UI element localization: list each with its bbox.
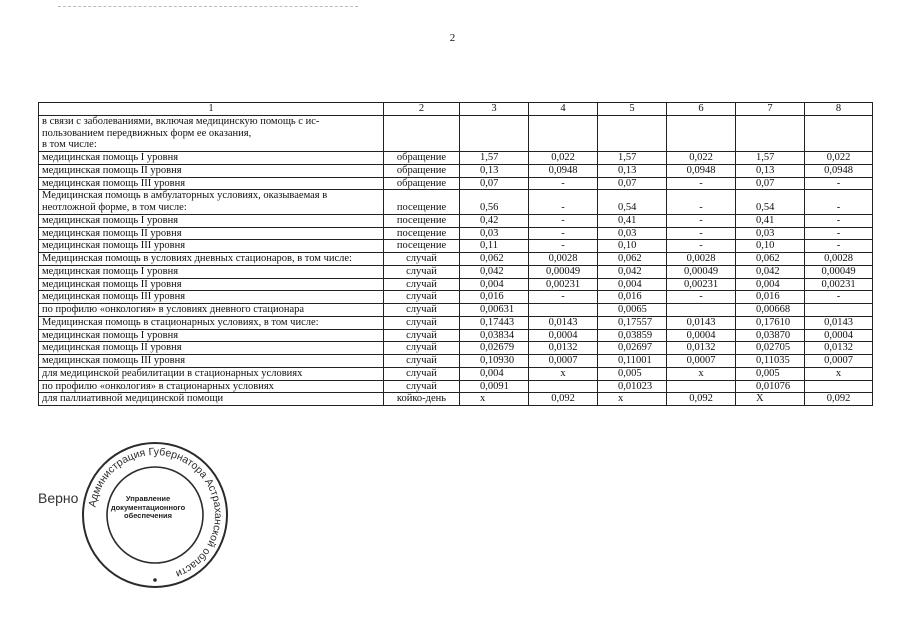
value-cell-c8: x	[805, 367, 873, 380]
stamp-center-line-1: Управление	[125, 494, 171, 503]
row-label-cell: медицинская помощь I уровня	[39, 329, 384, 342]
value-cell-c7: 0,07	[736, 177, 805, 190]
value-cell-c4: -	[529, 227, 598, 240]
header-cell-1: 1	[39, 103, 384, 116]
table-row	[39, 329, 873, 342]
value-cell-c8: -	[805, 214, 873, 227]
value-cell-c5: 0,004	[598, 278, 667, 291]
value-cell-c6: -	[667, 190, 736, 215]
value-cell-c3: x	[460, 393, 529, 406]
header-cell-3: 3	[460, 103, 529, 116]
row-label-cell: для паллиативной медицинской помощи	[39, 393, 384, 406]
row-label-cell: по профилю «онкология» в условиях дневного стационара	[39, 304, 384, 317]
value-cell-c6: 0,0132	[667, 342, 736, 355]
value-cell-c4: -	[529, 240, 598, 253]
table-row	[39, 227, 873, 240]
table-row	[39, 393, 873, 406]
value-cell-c6: 0,0143	[667, 316, 736, 329]
header-cell-4: 4	[529, 103, 598, 116]
value-cell-c5: 0,13	[598, 164, 667, 177]
row-label-cell: медицинская помощь I уровня	[39, 214, 384, 227]
value-cell-c3: 1,57	[460, 152, 529, 165]
stamp-center-line-3: обеспечения	[123, 511, 172, 521]
row-label-cell: медицинская помощь I уровня	[39, 152, 384, 165]
value-cell-c7: 0,062	[736, 253, 805, 266]
row-unit-cell: случай	[384, 304, 460, 317]
value-cell-c5: 0,54	[598, 190, 667, 215]
value-cell-c8	[805, 380, 873, 393]
table-row	[39, 265, 873, 278]
value-cell-c8: 0,0948	[805, 164, 873, 177]
value-cell-c3: 0,17443	[460, 316, 529, 329]
value-cell-c5: 0,11001	[598, 355, 667, 368]
value-cell-c5: 0,042	[598, 265, 667, 278]
table-row	[39, 380, 873, 393]
value-cell-c8: 0,0007	[805, 355, 873, 368]
value-cell-c6: 0,0028	[667, 253, 736, 266]
row-unit-cell: случай	[384, 278, 460, 291]
row-unit-cell: случай	[384, 355, 460, 368]
stamp-ring-text: Администрация Губернатора Астраханской области	[86, 445, 225, 580]
value-cell-c3	[460, 115, 529, 151]
value-cell-c7: 0,004	[736, 278, 805, 291]
value-cell-c4: 0,092	[529, 393, 598, 406]
value-cell-c3: 0,062	[460, 253, 529, 266]
value-cell-c7	[736, 115, 805, 151]
row-unit-cell: случай	[384, 342, 460, 355]
value-cell-c8: 0,0004	[805, 329, 873, 342]
value-cell-c8: 0,00231	[805, 278, 873, 291]
table-row	[39, 253, 873, 266]
row-label-cell: медицинская помощь II уровня	[39, 164, 384, 177]
row-unit-cell: койко-день	[384, 393, 460, 406]
value-cell-c7: 0,005	[736, 367, 805, 380]
header-cell-6: 6	[667, 103, 736, 116]
value-cell-c8: -	[805, 227, 873, 240]
row-unit-cell: случай	[384, 253, 460, 266]
table-row	[39, 177, 873, 190]
value-cell-c4	[529, 380, 598, 393]
value-cell-c7: 0,54	[736, 190, 805, 215]
value-cell-c5: 0,062	[598, 253, 667, 266]
header-cell-7: 7	[736, 103, 805, 116]
row-label-cell: медицинская помощь II уровня	[39, 227, 384, 240]
row-unit-cell: обращение	[384, 152, 460, 165]
value-cell-c8: -	[805, 190, 873, 215]
value-cell-c7: 0,02705	[736, 342, 805, 355]
row-unit-cell: посещение	[384, 227, 460, 240]
row-unit-cell: случай	[384, 380, 460, 393]
row-unit-cell: случай	[384, 265, 460, 278]
value-cell-c6: 0,0948	[667, 164, 736, 177]
value-cell-c5: 0,10	[598, 240, 667, 253]
value-cell-c3: 0,10930	[460, 355, 529, 368]
value-cell-c6: -	[667, 291, 736, 304]
value-cell-c6: 0,0007	[667, 355, 736, 368]
value-cell-c3: 0,03834	[460, 329, 529, 342]
value-cell-c3: 0,0091	[460, 380, 529, 393]
row-unit-cell: посещение	[384, 214, 460, 227]
value-cell-c4: 0,0143	[529, 316, 598, 329]
value-cell-c3: 0,42	[460, 214, 529, 227]
row-unit-cell: случай	[384, 316, 460, 329]
value-cell-c5: 0,005	[598, 367, 667, 380]
row-label-cell: медицинская помощь II уровня	[39, 342, 384, 355]
row-label-cell: Медицинская помощь в условиях дневных стационаров, в том числе:	[39, 253, 384, 266]
value-cell-c8: 0,0028	[805, 253, 873, 266]
table-row	[39, 164, 873, 177]
value-cell-c8: -	[805, 291, 873, 304]
table-row	[39, 367, 873, 380]
value-cell-c5: 0,0065	[598, 304, 667, 317]
value-cell-c8: 0,00049	[805, 265, 873, 278]
value-cell-c6	[667, 115, 736, 151]
row-unit-cell: случай	[384, 329, 460, 342]
row-unit-cell: обращение	[384, 164, 460, 177]
value-cell-c6: 0,092	[667, 393, 736, 406]
value-cell-c6: 0,0004	[667, 329, 736, 342]
value-cell-c3: 0,03	[460, 227, 529, 240]
row-label-cell: медицинская помощь III уровня	[39, 177, 384, 190]
value-cell-c3: 0,016	[460, 291, 529, 304]
value-cell-c3: 0,11	[460, 240, 529, 253]
value-cell-c3: 0,042	[460, 265, 529, 278]
value-cell-c7: 0,10	[736, 240, 805, 253]
value-cell-c3: 0,56	[460, 190, 529, 215]
row-label-cell: медицинская помощь II уровня	[39, 278, 384, 291]
value-cell-c4: -	[529, 190, 598, 215]
value-cell-c7: 0,00668	[736, 304, 805, 317]
value-cell-c4: 0,022	[529, 152, 598, 165]
value-cell-c8: 0,022	[805, 152, 873, 165]
row-unit-cell	[384, 115, 460, 151]
data-table	[38, 102, 873, 406]
table-row	[39, 278, 873, 291]
value-cell-c8	[805, 115, 873, 151]
value-cell-c5: 0,01023	[598, 380, 667, 393]
value-cell-c4: -	[529, 214, 598, 227]
page-number: 2	[449, 32, 456, 44]
verno-label: Верно	[38, 490, 79, 506]
header-cell-8: 8	[805, 103, 873, 116]
stamp-dot-icon	[153, 578, 157, 582]
row-label-cell: медицинская помощь I уровня	[39, 265, 384, 278]
value-cell-c7: 0,17610	[736, 316, 805, 329]
value-cell-c5: 1,57	[598, 152, 667, 165]
value-cell-c3: 0,07	[460, 177, 529, 190]
value-cell-c7: 0,41	[736, 214, 805, 227]
value-cell-c3: 0,00631	[460, 304, 529, 317]
value-cell-c8: 0,0132	[805, 342, 873, 355]
value-cell-c5: 0,016	[598, 291, 667, 304]
value-cell-c6: -	[667, 214, 736, 227]
table-row	[39, 291, 873, 304]
header-cell-5: 5	[598, 103, 667, 116]
table-row	[39, 355, 873, 368]
header-scan-line	[58, 6, 358, 8]
value-cell-c5: 0,17557	[598, 316, 667, 329]
value-cell-c6: x	[667, 367, 736, 380]
value-cell-c7: 0,11035	[736, 355, 805, 368]
value-cell-c3: 0,02679	[460, 342, 529, 355]
value-cell-c4	[529, 115, 598, 151]
value-cell-c7: 1,57	[736, 152, 805, 165]
value-cell-c5	[598, 115, 667, 151]
value-cell-c4: 0,00231	[529, 278, 598, 291]
table-row	[39, 342, 873, 355]
value-cell-c8: 0,0143	[805, 316, 873, 329]
table-row	[39, 240, 873, 253]
stamp-center-text	[106, 495, 190, 521]
value-cell-c7: 0,042	[736, 265, 805, 278]
value-cell-c4: -	[529, 291, 598, 304]
value-cell-c5: 0,03	[598, 227, 667, 240]
table-row	[39, 190, 873, 215]
table-row	[39, 304, 873, 317]
value-cell-c5: x	[598, 393, 667, 406]
value-cell-c8	[805, 304, 873, 317]
value-cell-c4: x	[529, 367, 598, 380]
value-cell-c7: 0,13	[736, 164, 805, 177]
table-row	[39, 152, 873, 165]
row-label-cell: для медицинской реабилитации в стационарных условиях	[39, 367, 384, 380]
value-cell-c4: -	[529, 177, 598, 190]
row-label-cell: Медицинская помощь в амбулаторных условиях, оказываемая в неотложной форме, в том числе:	[39, 190, 384, 215]
value-cell-c4: 0,0004	[529, 329, 598, 342]
value-cell-c6: 0,00049	[667, 265, 736, 278]
value-cell-c6: -	[667, 227, 736, 240]
value-cell-c6: -	[667, 240, 736, 253]
value-cell-c6: 0,00231	[667, 278, 736, 291]
value-cell-c3: 0,004	[460, 367, 529, 380]
value-cell-c5: 0,02697	[598, 342, 667, 355]
value-cell-c4: 0,0132	[529, 342, 598, 355]
value-cell-c4: 0,0948	[529, 164, 598, 177]
row-label-cell: по профилю «онкология» в стационарных условиях	[39, 380, 384, 393]
row-label-cell: медицинская помощь III уровня	[39, 240, 384, 253]
stamp-center-line-2: документационного	[110, 502, 186, 512]
header-cell-2: 2	[384, 103, 460, 116]
value-cell-c5: 0,41	[598, 214, 667, 227]
value-cell-c7: 0,01076	[736, 380, 805, 393]
header-row	[39, 103, 873, 116]
table-row	[39, 115, 873, 151]
value-cell-c4	[529, 304, 598, 317]
value-cell-c3: 0,13	[460, 164, 529, 177]
value-cell-c7: 0,03870	[736, 329, 805, 342]
value-cell-c7: 0,03	[736, 227, 805, 240]
table-row	[39, 214, 873, 227]
value-cell-c4: 0,00049	[529, 265, 598, 278]
table-body	[39, 115, 873, 405]
value-cell-c7: X	[736, 393, 805, 406]
value-cell-c8: -	[805, 177, 873, 190]
table-row	[39, 316, 873, 329]
row-unit-cell: посещение	[384, 190, 460, 215]
value-cell-c6: 0,022	[667, 152, 736, 165]
value-cell-c3: 0,004	[460, 278, 529, 291]
value-cell-c8: -	[805, 240, 873, 253]
row-label-cell: медицинская помощь III уровня	[39, 291, 384, 304]
value-cell-c6	[667, 380, 736, 393]
value-cell-c5: 0,03859	[598, 329, 667, 342]
row-label-cell: Медицинская помощь в стационарных условиях, в том числе:	[39, 316, 384, 329]
value-cell-c4: 0,0007	[529, 355, 598, 368]
value-cell-c6: -	[667, 177, 736, 190]
row-unit-cell: случай	[384, 291, 460, 304]
value-cell-c8: 0,092	[805, 393, 873, 406]
row-unit-cell: обращение	[384, 177, 460, 190]
row-unit-cell: случай	[384, 367, 460, 380]
value-cell-c4: 0,0028	[529, 253, 598, 266]
value-cell-c7: 0,016	[736, 291, 805, 304]
row-unit-cell: посещение	[384, 240, 460, 253]
value-cell-c5: 0,07	[598, 177, 667, 190]
row-label-cell: в связи с заболеваниями, включая медицинскую помощь с ис-пользованием передвижных форм ее оказания, в том числе:	[39, 115, 384, 151]
value-cell-c6	[667, 304, 736, 317]
row-label-cell: медицинская помощь III уровня	[39, 355, 384, 368]
